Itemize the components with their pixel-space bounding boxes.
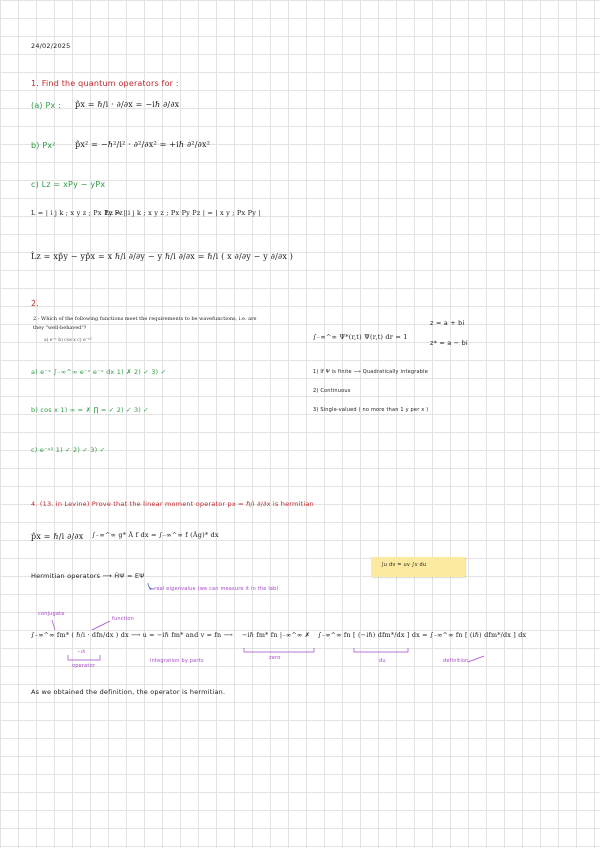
q3-real-eigenvalue-note: ↳ real eigenvalue (we can measure it in the lab): [148, 586, 279, 592]
annotation-zero: zero: [269, 655, 281, 661]
q2a-line: a) e⁻ˣ ∫₋∞^∞ e⁻ˣ e⁻ˣ dx 1) ✗ 2) ✓ 3) ✓: [31, 368, 167, 376]
q2-requirement-2: 2) Continuous: [313, 388, 351, 394]
q2-normalization: ∫₋∞^∞ Ψ*(r,t) Ψ(r,t) dr = 1: [313, 333, 408, 341]
conjugate-arrow-icon: [52, 620, 55, 630]
q2-complex-zstar: z* = a − bi: [430, 339, 468, 347]
annotation-function: function: [112, 616, 135, 622]
q1c-label: c) Lz = xPy − yPx: [31, 180, 106, 189]
q1c-determinant-l: L = | i j k ; x y z ; Px Py Pz |: [31, 209, 128, 217]
q2-prompt-line1: 2.- Which of the following functions meet the requirements to be wavefunctions, i.e. are: [33, 316, 257, 322]
q2-options: a) e⁻ˣ b) cos x c) e⁻ˣ²: [44, 338, 92, 343]
q3-heading: 4. (13. in Levine) Prove that the linear moment operator px = ℏ/i ∂/∂x is hermitian: [31, 500, 314, 508]
q3-hermitian-operators: Hermitian operators ⟶ ĤΨ = EΨ: [31, 572, 145, 580]
q2c-line: c) e⁻ˣ² 1) ✓ 2) ✓ 3) ✓: [31, 446, 106, 454]
annotation-definition: definition: [443, 658, 469, 664]
operator-brace-icon: [68, 655, 100, 660]
q1a-label: (a) Px :: [31, 101, 62, 110]
du-brace-icon: [354, 648, 408, 652]
q3-conclusion: As we obtained the definition, the operator is hermitian.: [31, 688, 226, 696]
annotation-operator: operator: [72, 663, 96, 669]
annotation-du: du: [379, 658, 386, 664]
q3-main-equation-mid: −iℏ fm* fn |₋∞^∞ ✗: [242, 631, 311, 639]
q1c-equation: L̂z = xp̂y − yp̂x = x ℏ/i ∂/∂y − y ℏ/i ∂/∂x = ℏ/i ( x ∂/∂y − y ∂/∂x ): [31, 252, 294, 261]
q3-main-equation-left: ∫₋∞^∞ fm* ( ℏ/i · dfn/dx ) dx ⟶ u = −iℏ fm* and v = fn ⟶: [31, 631, 233, 639]
q1a-equation: p̂x = ℏ/i · ∂/∂x = −iℏ ∂/∂x: [75, 100, 180, 109]
annotation-integration-by-parts: integration by parts: [150, 658, 204, 664]
function-arrow-icon: [92, 621, 110, 630]
q3-hermitian-definition: ∫₋∞^∞ g* Â f dx = ∫₋∞^∞ f (Âg)* dx: [92, 531, 219, 539]
q2-prompt-line2: they "well-behaved"?: [33, 325, 87, 331]
real-eigenvalue-hook-icon: [148, 583, 154, 589]
annotation-minus-ih: −iℏ: [77, 650, 86, 655]
q2-number: 2.: [31, 299, 40, 308]
q3-main-equation-right: ∫₋∞^∞ fn [ (−iℏ) dfm*/dx ] dx = ∫₋∞^∞ fn [ (iℏ) dfm*/dx ] dx: [318, 631, 527, 639]
q2-complex-z: z = a + bi: [430, 319, 465, 327]
sticky-note-text: ∫u dv = uv ∫v du: [381, 562, 427, 568]
q1-heading: 1. Find the quantum operators for :: [31, 79, 179, 88]
q2-requirement-1: 1) If Ψ is finite ⟶ Quadratically integrable: [313, 369, 429, 375]
q1c-determinant-lz: Lz = | i j k ; x y z ; Px Py Pz | = | x y ; Px Py |: [105, 209, 261, 217]
q3-p-definition: p̂x = ℏ/i ∂/∂x: [31, 532, 84, 541]
annotation-conjugate: conjugate: [38, 611, 65, 617]
q1b-equation: p̂x² = −ℏ²/i² · ∂²/∂x² = +iℏ ∂²/∂x²: [75, 140, 211, 149]
q2b-line: b) cos x 1) ∞ = ✗ ∏ = ✓ 2) ✓ 3) ✓: [31, 406, 149, 414]
zero-brace-icon: [244, 648, 314, 652]
q1b-label: b) Px²: [31, 141, 56, 150]
q2-requirement-3: 3) Single-valued ( no more than 1 y per x ): [313, 407, 429, 413]
date: 24/02/2025: [31, 42, 71, 50]
definition-arrow-icon: [468, 656, 484, 662]
